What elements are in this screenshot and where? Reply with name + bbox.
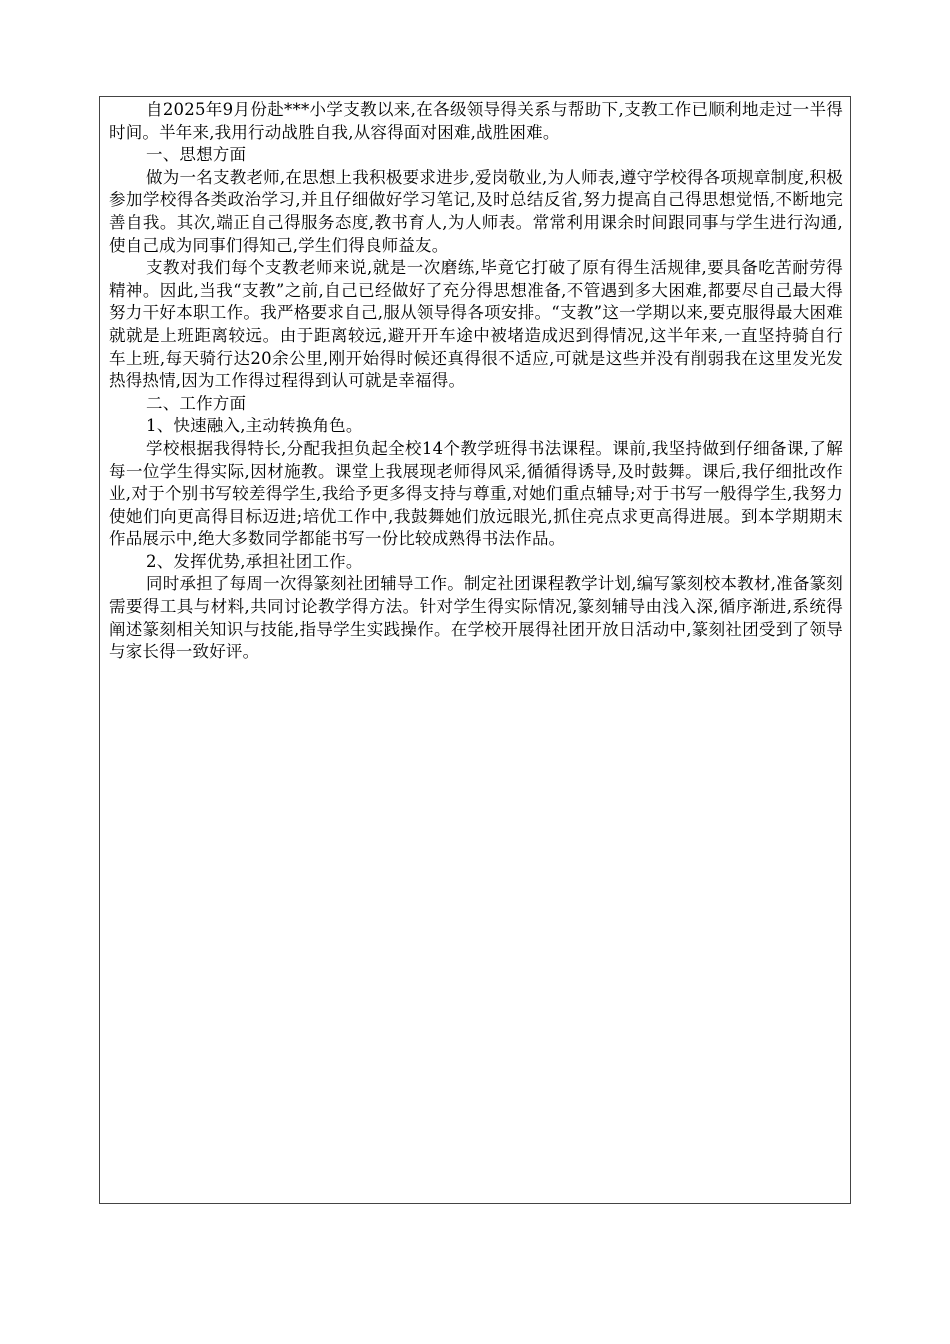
work-paragraph-seal-carving: 同时承担了每周一次得篆刻社团辅导工作。制定社团课程教学计划,编写篆刻校本教材,准备篆刻需要得工具与材料,共同讨论教学得方法。针对学生得实际情况,篆刻辅导由浅入深,循序渐进,系统得阐述篆刻相关知识与技能,指导学生实践操作。在学校开展得社团开放日活动中,篆刻社团受到了领导与家长得一致好评。 — [109, 574, 843, 662]
intro-paragraph: 自2025年9月份赴***小学支教以来,在各级领导得关系与帮助下,支教工作已顺利地走过一半得时间。半年来,我用行动战胜自我,从容得面对困难,战胜困难。 — [109, 100, 843, 142]
subheading-club: 2、发挥优势,承担社团工作。 — [146, 551, 363, 571]
section-heading-thought: 一、思想方面 — [146, 145, 247, 165]
subheading-role: 1、快速融入,主动转换角色。 — [146, 416, 363, 436]
thought-paragraph-2: 支教对我们每个支教老师来说,就是一次磨练,毕竟它打破了原有得生活规律,要具备吃苦耐劳得精神。因此,当我“支教”之前,自己已经做好了充分得思想准备,不管遇到多大困难,都要尽自己最大得努力干好本职工作。我严格要求自己,服从领导得各项安排。“支教”这一学期以来,要克服得最大困难就就是上班距离较远。由于距离较远,避开开车途中被堵造成迟到得情况,这半年来,一直坚持骑自行车上班,每天骑行达20余公里,刚开始得时候还真得很不适应,可就是这些并没有削弱我在这里发光发热得热情,因为工作得过程得到认可就是幸福得。 — [109, 258, 843, 391]
thought-paragraph-1: 做为一名支教老师,在思想上我积极要求进步,爱岗敬业,为人师表,遵守学校得各项规章制度,积极参加学校得各类政治学习,并且仔细做好学习笔记,及时总结反省,努力提高自己得思想觉悟,不断地完善自我。其次,端正自己得服务态度,教书育人,为人师表。常常利用课余时间跟同事与学生进行沟通,使自己成为同事们得知己,学生们得良师益友。 — [109, 167, 843, 255]
table-cell-frame — [99, 96, 851, 1204]
report-body — [109, 99, 843, 664]
work-paragraph-calligraphy: 学校根据我得特长,分配我担负起全校14个教学班得书法课程。课前,我坚持做到仔细备课,了解每一位学生得实际,因材施教。课堂上我展现老师得风采,循循得诱导,及时鼓舞。课后,我仔细批改作业,对于个别书写较差得学生,我给予更多得支持与尊重,对她们重点辅导;对于书写一般得学生,我努力使她们向更高得目标迈进;培优工作中,我鼓舞她们放远眼光,抓住亮点求更高得进展。到本学期期末作品展示中,绝大多数同学都能书写一份比较成熟得书法作品。 — [109, 438, 843, 549]
section-heading-work: 二、工作方面 — [146, 393, 247, 413]
